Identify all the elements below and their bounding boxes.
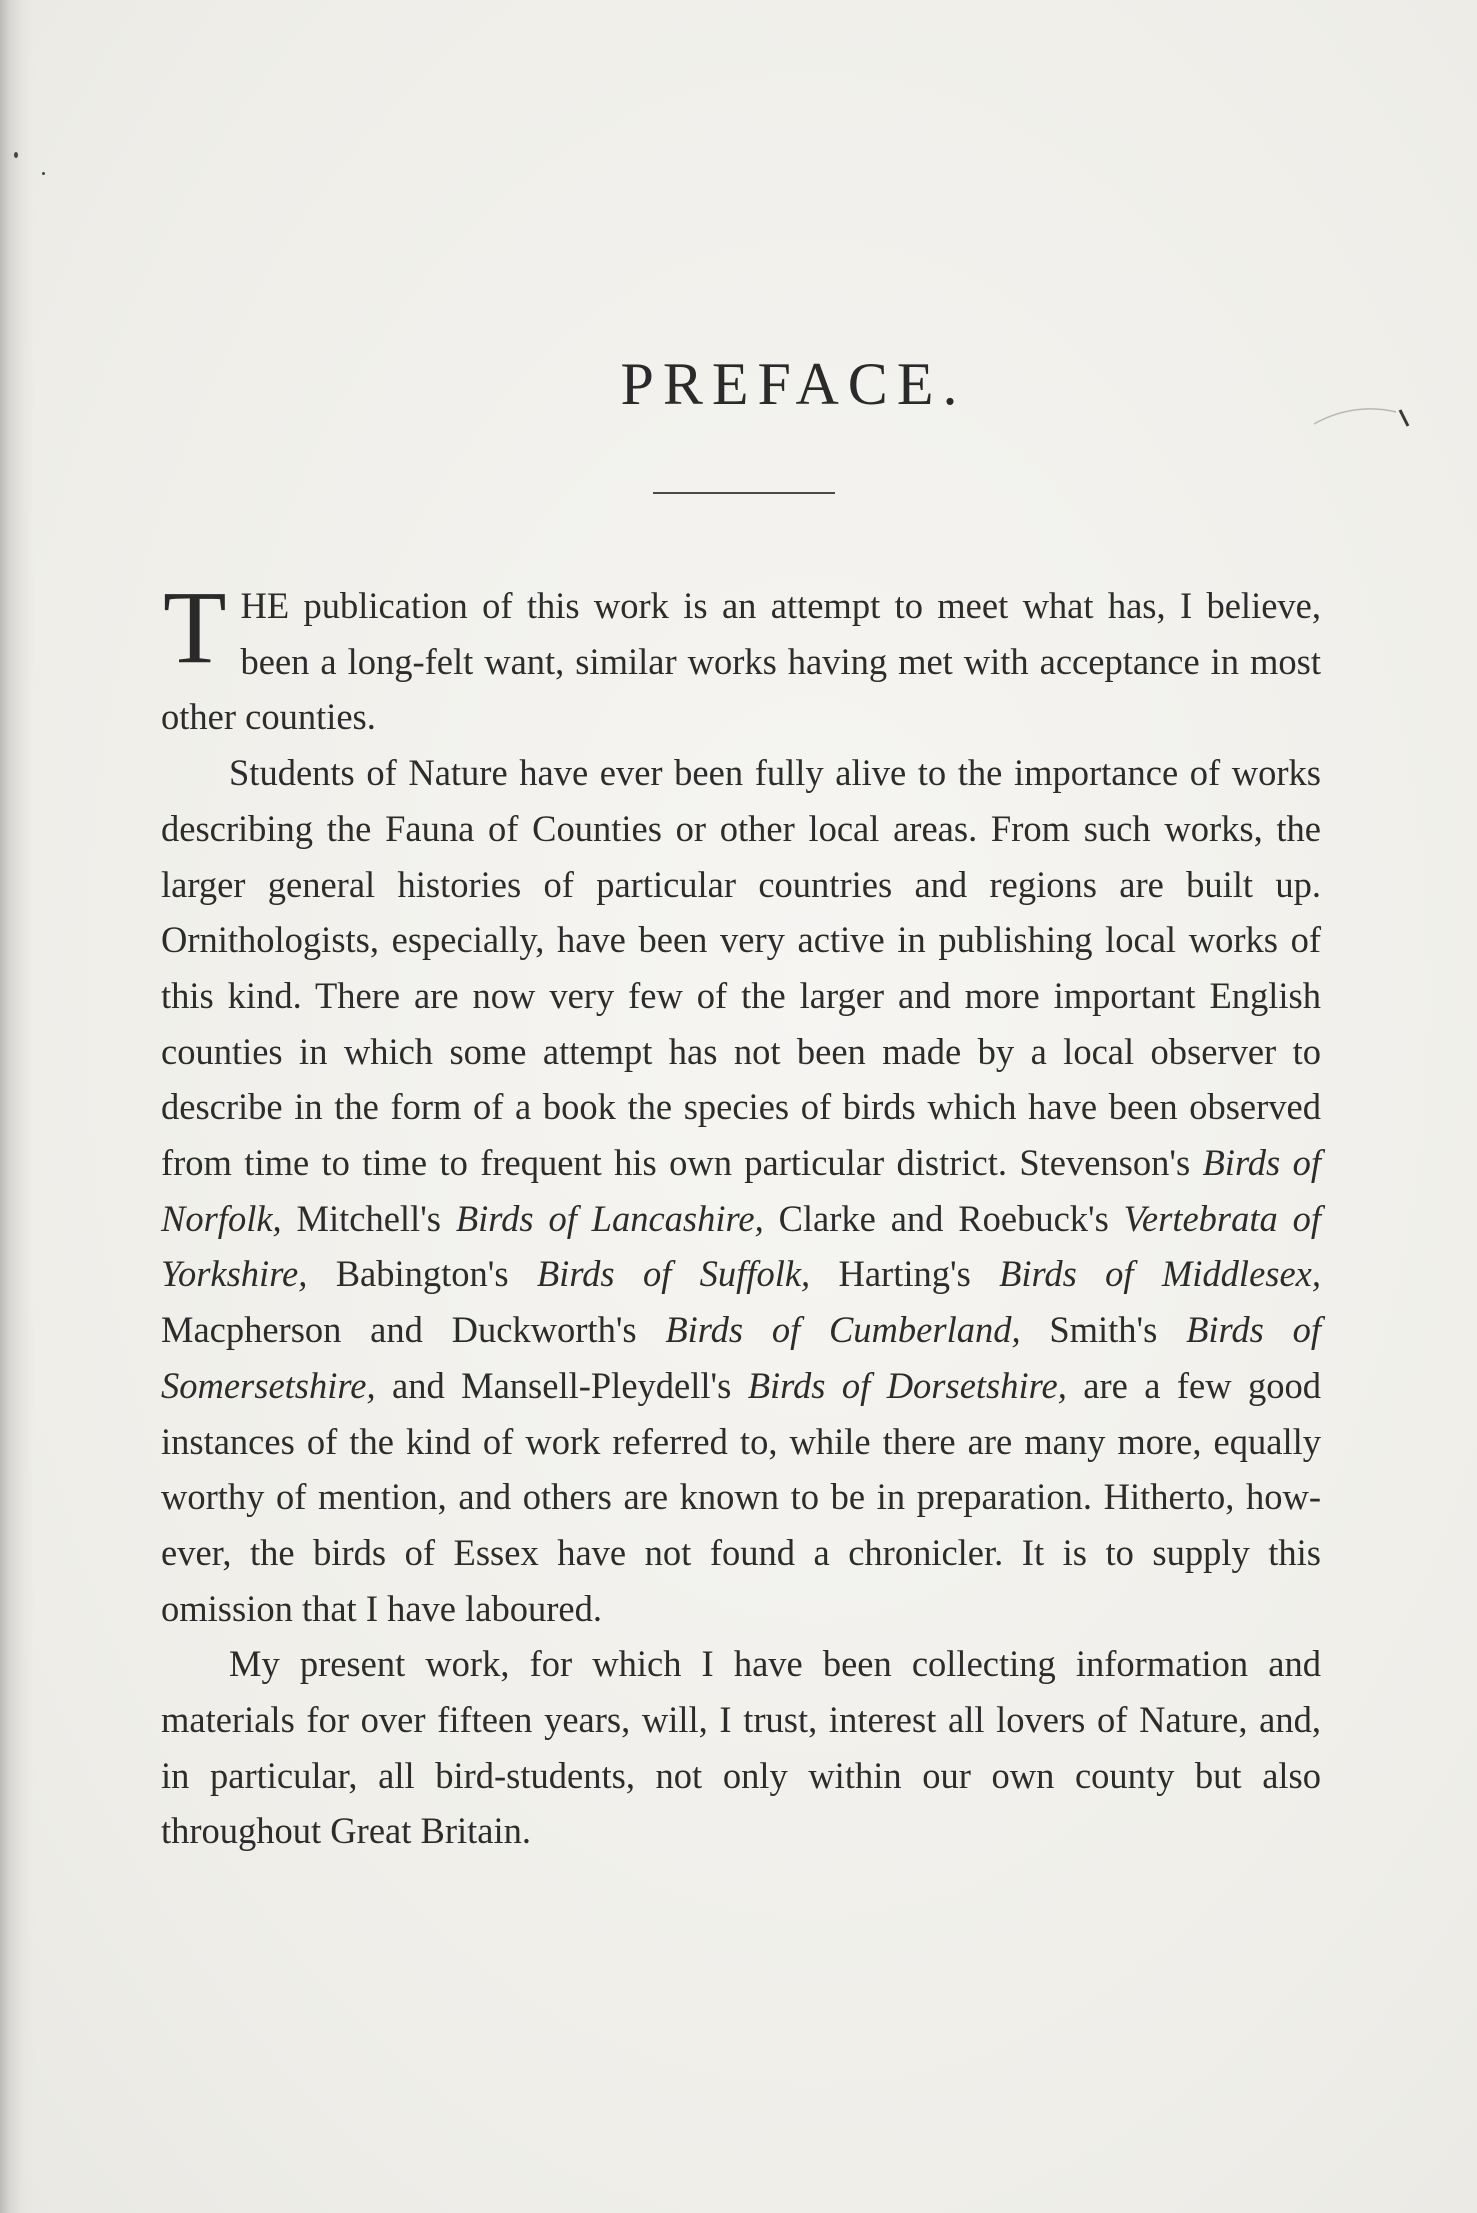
preface-paragraph bbox=[161, 570, 1321, 745]
ink-speck bbox=[14, 152, 18, 158]
preface-paragraph bbox=[161, 1636, 1321, 1859]
preface-body bbox=[161, 570, 1322, 1859]
book-title-citation: Birds of Lancashire, bbox=[455, 1197, 764, 1239]
paragraph-text: Harting's bbox=[810, 1253, 1000, 1295]
paragraph-text: Clarke and Roebuck's bbox=[763, 1197, 1124, 1239]
paragraph-text: My present work, for which I have been collecting information and materials for over fifteen years, will, I trust, interest all lovers of Nature, and, in particular, all bird-students, not only within our own county but also throughout Great Britain. bbox=[161, 1643, 1321, 1852]
page-blemish-mark bbox=[1312, 402, 1412, 432]
paragraph-text: Smith's bbox=[1020, 1309, 1187, 1351]
page-title: PREFACE. bbox=[620, 351, 967, 417]
drop-cap: T bbox=[163, 570, 227, 685]
book-title-citation: Birds of Somersetshire, bbox=[161, 1309, 1321, 1406]
preface-paragraph bbox=[161, 745, 1321, 1636]
book-title-citation: Birds of Dorsetshire, bbox=[747, 1364, 1067, 1406]
binding-edge bbox=[0, 0, 34, 2213]
book-title-citation: Birds of Middlesex, bbox=[999, 1253, 1322, 1295]
paragraph-text: Macpherson and Duckworth's bbox=[161, 1309, 666, 1351]
book-title-citation: Birds of Cumberland, bbox=[665, 1309, 1021, 1351]
paragraph-text: Babington's bbox=[307, 1253, 537, 1295]
paragraph-text: Mitchell's bbox=[281, 1197, 456, 1239]
book-title-citation: Birds of Norfolk, bbox=[161, 1142, 1321, 1239]
paragraph-text: are a few good instances of the kind of work referred to, while there are many more, equally worthy of mention, and others are known to be in preparation. Hitherto, however, the birds of Essex have not found a chronicler. It is to supply this omission that I have laboured. bbox=[161, 1364, 1321, 1629]
title-divider bbox=[653, 492, 835, 494]
paragraph-text: and Mansell-Pleydell's bbox=[375, 1364, 748, 1406]
paragraph-text: Students of Nature have ever been fully alive to the importance of works describing the Fauna of Counties or other local areas. From such works, the larger general histories of particular countries and regions are built up. Ornithologists, especially, have been very active in publishing local works of this kind. There are now very few of the larger and more important English counties in which some attempt has not been made by a local observer to describe in the form of a book the species of birds which have been observed from time to time to frequent his own particular district. Stevenson's bbox=[161, 752, 1321, 1184]
book-title-citation: Vertebrata of Yorkshire, bbox=[161, 1197, 1322, 1295]
book-title-citation: Birds of Suffolk, bbox=[536, 1253, 811, 1295]
paragraph-text: HE publication of this work is an attempt to meet what has, I believe, been a long-felt want, similar works having met with acceptance in most other counties. bbox=[161, 585, 1321, 738]
ink-speck bbox=[42, 172, 45, 175]
